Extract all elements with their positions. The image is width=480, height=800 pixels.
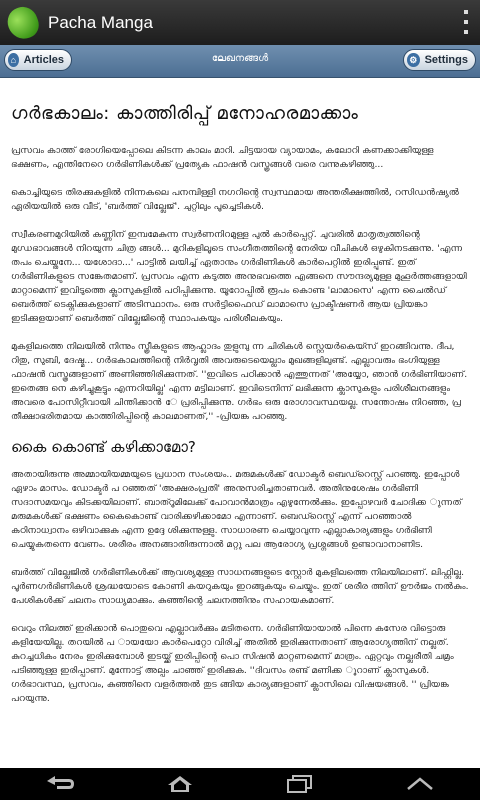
article-paragraph: കൊച്ചിയുടെ തിരക്കുകളിൽ നിന്നകലെ പനമ്പിള്ളി നഗറിന്റെ സ്വസ്ഥമായ അന്തരീക്ഷത്തിൽ, റസിഡൻഷ്യൽ ഏരിയയിൽ ഒരു വീട്, 'ബർത്ത് വില്ലേജ്'. ചുറ്റിലും പൂച്ചെടികൾ. — [11, 187, 459, 212]
recent-apps-icon[interactable] — [280, 773, 320, 795]
article-content[interactable] — [0, 78, 480, 768]
article-paragraph: സ്വീകരണമുറിയിൽ കണ്ണിന് ഇമ്പമേകുന്ന സ്വർണനിറമുള്ള പുൽ കാർപ്പെറ്റ്. ചുവരിൽ മാതൃത്വത്തിന്റെ മുഗ്ധഭാവങ്ങൾ നിറയുന്ന ചിത്ര ങ്ങൾ... മുറികളിലൂടെ സംഗീതത്തിന്റെ നേരിയ വീചികൾ ഒഴുകിനടക്കുന്നു. 'എന്ന തപം ചെയ്തനേ... യശോദാ...' പാട്ടിൽ ലയിച്ച് ഏതാനും ഗർഭിണികൾ കാർപെറ്റിൽ ഇരിപ്പുണ്ട്. ഇത് ഗർഭിണികളുടെ സങ്കേതമാണ്. പ്രസവം എന്ന കടുത്ത അനുഭവത്തെ എങ്ങനെ സൗന്ദര്യമുള്ള മുഹൂർത്തങ്ങളായി മാറ്റാമെന്ന് ഇവിടുത്തെ ക്ലാസുകളിൽ പഠിപ്പിക്കുന്നു. യൂറോപ്പിൽ രൂപം കൊണ്ട 'ലാമാസെ' എന്ന ചൈൽഡ് ബെർത്ത് ടെക്നിക്കുകളാണ് അടിസ്ഥാനം. ഒരു സർട്ടിഫൈഡ് ലാമാസെ പ്രാക്ടീഷണർ ആയ പ്രിയങ്കാ ഇടിക്കുളയാണ് ബെർത്ത് വില്ലേജിന്റെ സ്ഥാപകയും പരിശീലകയും. — [11, 229, 467, 324]
back-icon[interactable] — [40, 773, 80, 795]
settings-button-label: Settings — [424, 54, 468, 66]
settings-button[interactable] — [403, 49, 476, 71]
article-paragraph: അതായിരുന്നു അമ്മായിയമ്മയുടെ പ്രധാന സംശയം.. മരുമകൾക്ക് ഡോക്ടർ ബെഡ്റെസ്റ്റ് പറഞ്ഞു. ഇപ്പോൾ ഏഴാം മാസം. ഡോക്ടർ പ റഞ്ഞത് 'അക്ഷരംപ്രതി' അനുസരിച്ചതാണവർ. അതിനുശേഷം ഗർഭിണി സദാസമയവും കിടക്കയിലാണ്. ബാത്റൂമിലേക്ക് പോവാൻമാത്രം എഴുന്നേൽക്കും. ഇപ്പോഴവർ ചോദിക്ക ുന്നത് മരുമകൾക്ക് ഭക്ഷണം കൈകൊണ്ട് വാരിക്കഴിക്കാമോ എന്നാണ്. ബെഡ്റെസ്റ്റ് എന്ന് പറഞ്ഞാൽ കഠിനാധ്വാനം ഒഴിവാക്കുക എന്ന ഉദ്ദേ ശിക്കുന്നുള്ളു. സാധാരണ ചെയ്യാവുന്ന എല്ലാകാര്യങ്ങളും ഗർഭിണി ചെയ്യുകതന്നെ വേണം. ശരീരം അനങ്ങാതിരുന്നാൽ മറ്റു പല ആരോഗ്യ പ്രശ്നങ്ങൾ ഉണ്ടാവാനാണിട. — [11, 469, 462, 550]
home-icon: ⌂ — [8, 53, 19, 67]
chevron-up-icon[interactable] — [400, 773, 440, 795]
system-nav-bar — [0, 768, 480, 800]
article-paragraph: പ്രസവം കാത്ത് രോഗിയെപ്പോലെ കിടന്ന കാലം മാറി. ചിട്ടയായ വ്യായാമം, കലോറി കണക്കാക്കിയുള്ള ഭക്ഷണം, എന്തിനേറെ ഗർഭിണികൾക്ക് പ്രത്യേക ഫാഷൻ വസ്ത്രങ്ങൾ വരെ വന്നുകഴിഞ്ഞു... — [11, 145, 434, 170]
gear-icon: ⚙ — [407, 53, 420, 67]
article-subheading: കൈ കൊണ്ട് കഴിക്കാമോ? — [11, 438, 196, 456]
article-title: ഗർഭകാലം: കാത്തിരിപ്പ് മനോഹരമാക്കാം — [11, 103, 359, 124]
overflow-menu-icon[interactable] — [464, 10, 470, 34]
home-icon[interactable] — [160, 773, 200, 795]
app-title: Pacha Manga — [48, 12, 153, 32]
article-paragraph: ബർത്ത് വില്ലേജിൽ ഗർഭിണികൾക്ക് ആവശ്യമുള്ള സാധനങ്ങളുടെ സ്റ്റോർ മുകളിലത്തെ നിലയിലാണ്. ലിഫ്റ്റില്ല. പൂർണഗർഭിണികൾ ശ്രദ്ധയോടെ കോണി കയറുകയും ഇറങ്ങുകയും ചെയ്യും. ഇത് ശരീര ത്തിന് ഊർജം നൽകും. പേശികൾക്ക് ചലനം സാധ്യമാക്കും. കുഞ്ഞിന്റെ ചലനത്തിനും സഹായകമാണ്. — [11, 567, 469, 606]
app-bar — [0, 0, 480, 45]
article-paragraph: വെറും നിലത്ത് ഇരിക്കാൻ പൊതുവെ എല്ലാവർക്കും മടിതന്നെ. ഗർഭിണിയായാൽ പിന്നെ കസേര വിട്ടൊരു കളിയേയില്ല. തറയിൽ പ ായയോ കാർപെറ്റോ വിരിച്ച് അതിൽ ഇരിക്കുന്നതാണ് ആരോഗ്യത്തിന് നല്ലത്. കുറച്ചധികം നേരം ഇരിക്കുമ്പോൾ ഇടയ്ക്ക് ഇരിപ്പിന്റെ പൊ സിഷൻ മാറ്റണമെന്ന് മാത്രം. ഏറ്റവും നല്ലരീതി ചമ്രം പടിഞ്ഞുള്ള ഇരിപ്പാണ്. മുന്നോട്ട് അല്പം ചാഞ്ഞ് ഇരിക്കുക. ''ദിവസം രണ്ട് മണിക്ക ൂറാണ് ക്ലാസുകൾ. ഗർഭാവസ്ഥ, പ്രസവം, കുഞ്ഞിനെ വളർത്തൽ തുട ങ്ങിയ കാര്യങ്ങളാണ് ക്ലാസിലെ വിഷയങ്ങൾ. '' പ്രിയങ്ക പറയുന്നു. — [11, 623, 454, 704]
mango-logo — [3, 2, 42, 42]
article-paragraph: മുകളിലത്തെ നിലയിൽ നിന്നും സ്ത്രീകളുടെ ആഹ്ലാദം തുളുമ്പു ന്ന ചിരികൾ സ്റ്റെയർകെയ്സ് ഇറങ്ങിവന്നു. ദീപ, റിതു, സുബി, ദേഷ്മ... ഗർഭകാലത്തിന്റെ നിർവൃതി അവരുടെയെല്ലാം മുഖങ്ങളിലുണ്ട്. എല്ലാവരും ഭംഗിയുള്ള ഫാഷൻ വസ്ത്രങ്ങളാണ് അണിഞ്ഞിരിക്കുന്നത്. ''ഇവിടെ പഠിക്കാൻ എത്തുന്നത് 'അയ്യോ, ഞാൻ ഗർഭിണിയാണ്. ഇതെങ്ങ നെ കഴിച്ചുകൂട്ടും എന്നറിയില്ല' എന്ന മട്ടിലാണ്. ഇവിടെനിന്ന് ലഭിക്കുന്ന ക്ലാസുകളും പരിശീലനങ്ങളും അവരെ പോസിറ്റീവായി ചിന്തിക്കാൻ േ പ്രരിപ്പിക്കുന്നു. ഗർഭം ഒരു രോഗാവസ്ഥയല്ല. സന്തോഷം നിറഞ്ഞ, പ്ര തീക്ഷാഭരിതമായ കാത്തിരിപ്പിന്റെ കാലമാണത്,'' -പ്രിയങ്ക പറഞ്ഞു. — [11, 341, 468, 422]
toolbar — [0, 45, 480, 78]
toolbar-title: ലേഖനങ്ങൾ — [211, 53, 269, 64]
articles-button-label: Articles — [23, 54, 64, 66]
